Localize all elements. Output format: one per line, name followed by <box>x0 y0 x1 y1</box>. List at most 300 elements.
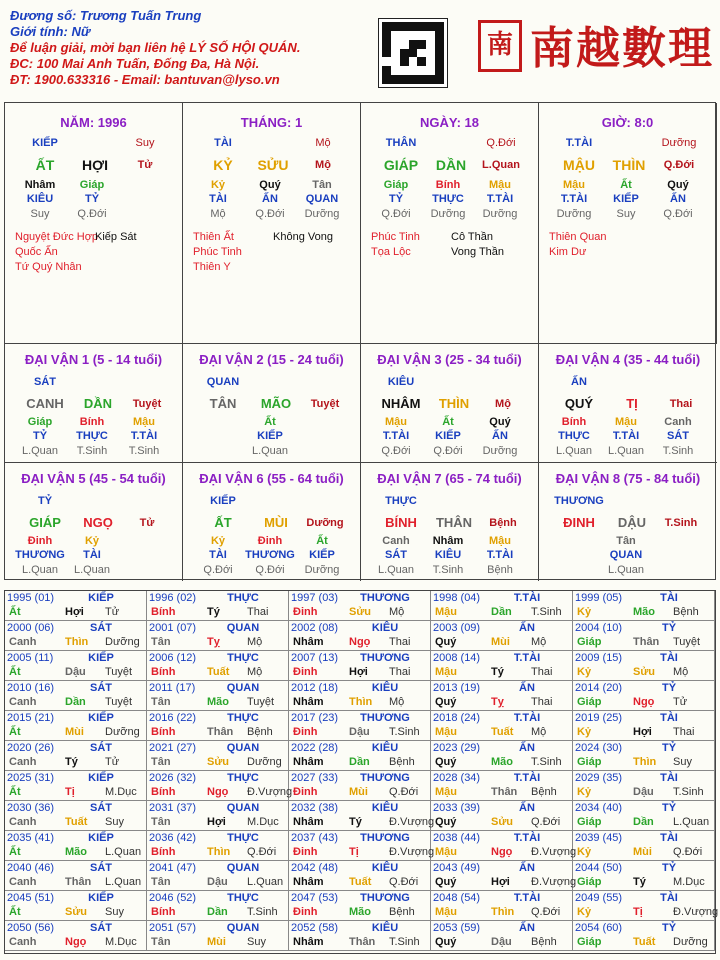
year-state: Mộ <box>531 726 547 738</box>
star-auspicious: Quốc Ấn <box>15 246 58 258</box>
year-state: Tử <box>673 696 688 708</box>
year-branch: Tuất <box>491 726 514 738</box>
year-cell <box>289 861 431 891</box>
phone-email: ĐT: 1900.633316 - Email: bantuvan@lyso.vn <box>10 72 280 87</box>
hidden-god: THỰC <box>76 430 108 442</box>
star-auspicious: Tọa Lộc <box>371 246 411 258</box>
year-cell <box>289 921 431 951</box>
year-stem: Mậu <box>435 786 457 798</box>
earthly-branch: THÌN <box>612 157 646 173</box>
year-label: 1996 (02) <box>149 592 197 604</box>
year-cell <box>289 681 431 711</box>
year-branch: Tị <box>65 786 75 798</box>
year-label: 2029 (35) <box>575 772 623 784</box>
hidden-state: Dưỡng <box>482 208 518 220</box>
year-god: QUAN <box>226 862 260 874</box>
year-god: ẤN <box>519 802 535 814</box>
year-label: 2024 (30) <box>575 742 623 754</box>
year-branch: Sửu <box>349 606 372 618</box>
year-god: THƯƠNG <box>360 832 410 844</box>
year-label: 2012 (18) <box>291 682 339 694</box>
year-stem: Kỷ <box>577 606 592 618</box>
pillar-god: T.TÀI <box>565 137 593 149</box>
dai-van-state: Tử <box>139 517 155 529</box>
earthly-branch: SỬU <box>257 157 289 173</box>
year-stem: Quý <box>435 696 457 708</box>
year-branch: Dần <box>207 906 228 918</box>
year-label: 2005 (11) <box>7 652 54 664</box>
four-pillars-chart <box>4 102 716 580</box>
year-state: Bệnh <box>247 726 273 738</box>
year-stem: Canh <box>9 816 37 828</box>
year-stem: Mậu <box>435 666 457 678</box>
year-god: KIẾP <box>88 592 114 604</box>
header-info <box>10 8 300 88</box>
year-god: SÁT <box>90 742 112 754</box>
heavenly-stem: GIÁP <box>383 157 419 173</box>
year-stem: Ất <box>9 726 21 738</box>
year-god: QUAN <box>226 922 260 934</box>
dai-van-title: ĐẠI VẬN 1 (5 - 14 tuổi) <box>24 352 163 367</box>
year-god: ẤN <box>519 682 535 694</box>
year-stem: Canh <box>9 696 37 708</box>
dai-van-7 <box>361 462 539 581</box>
year-branch: Dậu <box>491 936 512 948</box>
dai-van-branch: THÂN <box>435 515 473 530</box>
dai-van-branch: DẬU <box>617 515 647 530</box>
year-stem: Mậu <box>435 906 457 918</box>
year-cell <box>289 831 435 861</box>
year-stem: Nhâm <box>293 636 324 648</box>
year-branch: Ngọ <box>207 786 229 798</box>
year-label: 2007 (13) <box>291 652 339 664</box>
year-label: 2048 (54) <box>433 892 481 904</box>
year-stem: Bính <box>151 906 176 918</box>
year-label: 2040 (46) <box>7 862 55 874</box>
year-label: 2035 (41) <box>7 832 55 844</box>
year-label: 2022 (28) <box>291 742 339 754</box>
pillar-title: NĂM: 1996 <box>60 115 127 130</box>
year-state: Mộ <box>247 666 263 678</box>
hidden-stem: Mậu <box>385 416 407 428</box>
year-state: Bệnh <box>531 936 557 948</box>
year-stem: Tân <box>151 936 171 948</box>
year-label: 2030 (36) <box>7 802 55 814</box>
pillar-3 <box>361 103 539 343</box>
hidden-state: Suy <box>30 208 50 220</box>
hidden-state: Q.Đới <box>203 564 233 576</box>
year-stem: Nhâm <box>293 696 324 708</box>
heavenly-stem: ẤT <box>35 157 55 173</box>
owner-name: Đương số: Trương Tuấn Trung <box>10 8 202 23</box>
hidden-god: T.TÀI <box>612 430 640 442</box>
year-cell <box>289 801 435 831</box>
dai-van-branch: MÃO <box>260 396 292 411</box>
pillar-top-state: Mộ <box>315 137 331 149</box>
year-cell <box>573 861 715 891</box>
year-god: KIẾP <box>88 712 114 724</box>
star-other: Không Vong <box>273 231 333 243</box>
year-cell <box>431 891 573 921</box>
year-stem: Giáp <box>577 756 602 768</box>
year-state: Suy <box>673 756 692 768</box>
year-branch: Tý <box>491 666 504 678</box>
year-stem: Giáp <box>577 816 602 828</box>
year-stem: Canh <box>9 936 37 948</box>
gender: Giới tính: Nữ <box>10 24 91 39</box>
year-cell <box>573 681 715 711</box>
hidden-stem: Quý <box>489 416 511 428</box>
year-label: 2044 (50) <box>575 862 623 874</box>
year-label: 2009 (15) <box>575 652 623 664</box>
year-branch: Hợi <box>349 666 368 678</box>
hidden-stem: Ất <box>620 179 632 191</box>
year-god: TỶ <box>661 742 677 754</box>
year-label: 2002 (08) <box>291 622 339 634</box>
year-state: Bệnh <box>389 756 415 768</box>
year-label: 2001 (07) <box>149 622 197 634</box>
year-stem: Canh <box>9 876 37 888</box>
year-god: SÁT <box>90 862 112 874</box>
year-branch: Dậu <box>633 786 654 798</box>
year-state: Đ.Vượng <box>389 816 435 828</box>
year-cell <box>573 831 715 861</box>
year-god: THƯƠNG <box>360 592 410 604</box>
hidden-state: L.Quan <box>251 445 289 457</box>
year-god: T.TÀI <box>513 712 541 724</box>
hidden-state: Dưỡng <box>304 564 340 576</box>
dai-van-state: Tuyệt <box>310 398 340 410</box>
star-auspicious: Thiên Ất <box>193 231 234 243</box>
year-label: 2051 (57) <box>149 922 197 934</box>
hidden-stem: Kỷ <box>84 535 100 547</box>
pillar-2 <box>183 103 361 343</box>
year-branch: Thìn <box>207 846 231 858</box>
dai-van-stem: CANH <box>26 396 64 411</box>
year-branch: Hợi <box>633 726 652 738</box>
year-cell <box>147 921 289 951</box>
year-cell <box>431 861 577 891</box>
year-god: KIÊU <box>371 622 399 634</box>
year-state: Đ.Vượng <box>531 876 577 888</box>
year-stem: Đinh <box>293 666 318 678</box>
hidden-god: THỰC <box>558 430 590 442</box>
year-label: 2018 (24) <box>433 712 481 724</box>
year-god: THỰC <box>227 772 259 784</box>
year-label: 2008 (14) <box>433 652 481 664</box>
year-state: Dưỡng <box>247 756 282 768</box>
hidden-stem: Nhâm <box>24 179 56 191</box>
year-branch: Hợi <box>207 816 226 828</box>
contact-note: Để luận giải, mời bạn liên hệ LÝ SỐ HỘI QUÁN. <box>10 40 301 55</box>
hidden-state: Q.Đới <box>663 208 693 220</box>
year-god: TÀI <box>660 592 678 604</box>
hidden-god: TỶ <box>84 193 100 205</box>
year-god: TÀI <box>660 712 678 724</box>
year-stem: Ất <box>9 906 21 918</box>
year-cell <box>147 621 289 651</box>
year-cell <box>573 591 715 621</box>
year-label: 2031 (37) <box>149 802 197 814</box>
hidden-god: KIẾP <box>309 549 335 561</box>
year-god: T.TÀI <box>513 832 541 844</box>
hidden-god: KIÊU <box>434 549 462 561</box>
hidden-state: Q.Đới <box>255 564 285 576</box>
year-stem: Đinh <box>293 726 318 738</box>
year-stem: Quý <box>435 636 457 648</box>
hidden-state: L.Quan <box>21 445 59 457</box>
year-label: 2020 (26) <box>7 742 55 754</box>
year-cell <box>573 771 715 801</box>
year-state: Q.Đới <box>673 846 703 858</box>
year-branch: Mão <box>633 606 655 618</box>
year-stem: Canh <box>9 636 37 648</box>
year-god: SÁT <box>90 682 112 694</box>
yearly-luck-table <box>4 590 719 954</box>
year-branch: Thân <box>349 936 376 948</box>
year-branch: Mùi <box>207 936 226 948</box>
dai-van-title: ĐẠI VẬN 3 (25 - 34 tuổi) <box>377 352 522 367</box>
year-cell <box>431 801 573 831</box>
year-god: T.TÀI <box>513 892 541 904</box>
year-label: 1999 (05) <box>575 592 623 604</box>
year-label: 2054 (60) <box>575 922 623 934</box>
year-stem: Đinh <box>293 786 318 798</box>
year-cell <box>431 921 573 951</box>
year-stem: Kỷ <box>577 786 592 798</box>
hidden-state: Bệnh <box>487 564 513 576</box>
hidden-god: KIẾP <box>257 430 283 442</box>
hidden-god: KIẾP <box>435 430 461 442</box>
year-label: 2026 (32) <box>149 772 197 784</box>
year-cell <box>147 891 289 921</box>
hidden-stem: Mậu <box>563 179 585 191</box>
year-cell <box>573 651 715 681</box>
year-state: M.Dục <box>673 876 705 888</box>
year-god: THƯƠNG <box>360 772 410 784</box>
year-label: 2021 (27) <box>149 742 197 754</box>
year-state: Tử <box>105 606 120 618</box>
year-label: 2015 (21) <box>7 712 55 724</box>
pillar-4 <box>539 103 717 343</box>
hidden-state: L.Quan <box>607 564 645 576</box>
year-state: M.Dục <box>105 786 137 798</box>
year-cell <box>5 711 147 741</box>
year-state: Mộ <box>673 666 689 678</box>
year-cell <box>289 651 431 681</box>
hidden-state: T.Sinh <box>662 445 694 457</box>
hidden-stem: Ất <box>264 416 276 428</box>
year-label: 2033 (39) <box>433 802 481 814</box>
year-god: SÁT <box>90 802 112 814</box>
year-label: 2028 (34) <box>433 772 481 784</box>
year-cell <box>289 591 431 621</box>
year-cell <box>431 651 573 681</box>
pillar-god: THÂN <box>385 137 417 149</box>
hidden-stem: Quý <box>667 179 689 191</box>
year-state: Thai <box>531 666 553 678</box>
pillar-top-state: Suy <box>135 137 155 149</box>
year-god: QUAN <box>226 802 260 814</box>
year-branch: Tý <box>207 606 220 618</box>
earthly-branch: HỢI <box>82 157 108 173</box>
hidden-state: Q.Đới <box>77 208 107 220</box>
dai-van-stem: ĐINH <box>563 515 595 530</box>
hidden-state: Q.Đới <box>381 445 411 457</box>
hidden-state: Dưỡng <box>430 208 466 220</box>
year-god: KIÊU <box>371 922 399 934</box>
hidden-stem: Kỷ <box>210 535 226 547</box>
hidden-stem: Mậu <box>489 179 511 191</box>
hidden-stem: Tân <box>616 535 636 547</box>
year-state: Suy <box>105 906 124 918</box>
hidden-god: SÁT <box>385 549 407 561</box>
dai-van-state: T.Sinh <box>664 517 698 529</box>
year-label: 2039 (45) <box>575 832 623 844</box>
year-label: 2037 (43) <box>291 832 339 844</box>
year-state: Thai <box>247 606 269 618</box>
hidden-state: L.Quan <box>73 564 111 576</box>
hidden-stem: Mậu <box>615 416 637 428</box>
year-state: Thai <box>673 726 695 738</box>
year-stem: Kỷ <box>577 726 592 738</box>
year-label: 2043 (49) <box>433 862 481 874</box>
year-branch: Mão <box>491 756 513 768</box>
hidden-stem: Ất <box>442 416 454 428</box>
year-label: 1997 (03) <box>291 592 339 604</box>
year-cell <box>5 921 147 951</box>
year-label: 2003 (09) <box>433 622 481 634</box>
year-cell <box>147 651 289 681</box>
year-stem: Mậu <box>435 726 457 738</box>
year-state: Mộ <box>389 696 405 708</box>
year-branch: Mùi <box>491 636 510 648</box>
year-cell <box>289 711 431 741</box>
year-cell <box>5 591 147 621</box>
star-auspicious: Tứ Quý Nhân <box>15 261 82 273</box>
year-stem: Nhâm <box>293 876 324 888</box>
branch-state: Q.Đới <box>663 159 695 171</box>
year-god: THỰC <box>227 712 259 724</box>
year-stem: Mậu <box>435 846 457 858</box>
year-branch: Mão <box>65 846 87 858</box>
year-cell <box>289 741 431 771</box>
year-god: ẤN <box>519 742 535 754</box>
year-god: TÀI <box>660 892 678 904</box>
year-cell <box>5 831 147 861</box>
year-branch: Thân <box>65 876 92 888</box>
year-god: TÀI <box>660 652 678 664</box>
year-branch: Tuất <box>207 666 230 678</box>
year-label: 2025 (31) <box>7 772 55 784</box>
year-label: 2045 (51) <box>7 892 55 904</box>
year-cell <box>573 711 715 741</box>
year-god: TÀI <box>660 832 678 844</box>
hidden-stem: Quý <box>259 179 281 191</box>
hidden-state: T.Sinh <box>432 564 464 576</box>
year-label: 2047 (53) <box>291 892 339 904</box>
year-label: 2013 (19) <box>433 682 481 694</box>
year-stem: Ất <box>9 666 21 678</box>
hidden-stem: Canh <box>664 416 692 428</box>
year-branch: Tuất <box>349 876 372 888</box>
year-stem: Ất <box>9 846 21 858</box>
year-god: T.TÀI <box>513 592 541 604</box>
year-stem: Bính <box>151 786 176 798</box>
hidden-god: T.TÀI <box>130 430 158 442</box>
year-state: Dưỡng <box>105 636 140 648</box>
year-branch: Ngọ <box>65 936 87 948</box>
dai-van-stem: QUÝ <box>564 396 594 411</box>
hidden-god: T.TÀI <box>560 193 588 205</box>
year-branch: Tuất <box>65 816 88 828</box>
pillar-top-state: Q.Đới <box>486 137 516 149</box>
year-stem: Đinh <box>293 846 318 858</box>
year-god: KIÊU <box>371 742 399 754</box>
year-state: Thai <box>389 666 411 678</box>
year-state: L.Quan <box>673 816 710 828</box>
year-label: 2053 (59) <box>433 922 481 934</box>
year-god: KIÊU <box>371 802 399 814</box>
year-cell <box>573 801 715 831</box>
year-stem: Tân <box>151 636 171 648</box>
year-god: TỶ <box>661 682 677 694</box>
hidden-state: T.Sinh <box>128 445 160 457</box>
year-state: Mộ <box>247 636 263 648</box>
dai-van-5 <box>5 462 183 581</box>
hidden-stem: Giáp <box>79 179 105 191</box>
year-branch: Thìn <box>349 696 373 708</box>
year-state: Tuyệt <box>673 636 701 648</box>
year-cell <box>431 681 573 711</box>
dai-van-branch: THÌN <box>438 396 470 411</box>
pillar-title: GIỜ: 8:0 <box>601 115 654 130</box>
year-state: Dưỡng <box>105 726 140 738</box>
hidden-state: L.Quan <box>21 564 59 576</box>
year-cell <box>5 741 147 771</box>
hidden-god: TÀI <box>209 549 227 561</box>
year-stem: Giáp <box>577 696 602 708</box>
dai-van-8 <box>539 462 717 581</box>
year-branch: Sửu <box>207 756 230 768</box>
year-god: T.TÀI <box>513 652 541 664</box>
dai-van-stem: ẤT <box>214 515 232 530</box>
dai-van-god: QUAN <box>206 376 240 388</box>
year-stem: Đinh <box>293 606 318 618</box>
year-cell <box>147 741 289 771</box>
dai-van-state: Thai <box>669 398 693 410</box>
branch-state: Tử <box>137 159 153 171</box>
year-branch: Mùi <box>633 846 652 858</box>
year-state: Đ.Vượng <box>673 906 719 918</box>
year-god: QUAN <box>226 742 260 754</box>
year-state: Tử <box>105 756 120 768</box>
year-god: THƯƠNG <box>360 712 410 724</box>
year-state: M.Dục <box>105 936 137 948</box>
year-stem: Quý <box>435 876 457 888</box>
hidden-god: ẤN <box>262 193 278 205</box>
year-state: Thai <box>531 696 553 708</box>
pillar-title: THÁNG: 1 <box>240 115 303 130</box>
year-state: Dưỡng <box>673 936 708 948</box>
hidden-state: Dưỡng <box>482 445 518 457</box>
year-cell <box>289 771 431 801</box>
year-cell <box>431 591 573 621</box>
year-state: Q.Đới <box>389 786 419 798</box>
star-other: Cô Thần <box>451 231 493 243</box>
year-god: TỶ <box>661 622 677 634</box>
hidden-god: TÀI <box>83 549 101 561</box>
